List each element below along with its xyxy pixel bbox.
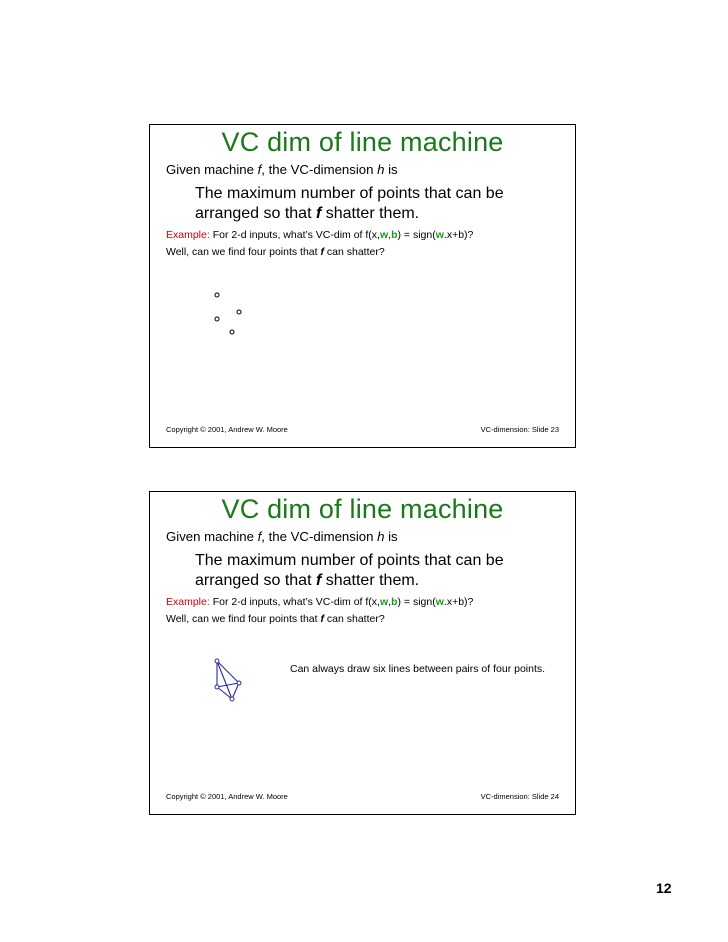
slide-title: VC dim of line machine: [221, 494, 504, 524]
point: [237, 310, 241, 314]
point: [230, 330, 234, 334]
question-line: Well, can we find four points that f can shatter?: [166, 613, 385, 625]
point: [215, 685, 219, 689]
question-line: Well, can we find four points that f can shatter?: [166, 246, 385, 258]
slide-title: VC dim of line machine: [221, 127, 504, 157]
footer-slide-number: VC-dimension: Slide 24: [480, 792, 559, 801]
definition: The maximum number of points that can be arranged so that f shatter them.: [195, 185, 504, 222]
given-line: Given machine f, the VC-dimension h is: [166, 529, 398, 544]
point: [215, 317, 219, 321]
point: [230, 697, 234, 701]
footer-copyright: Copyright © 2001, Andrew W. Moore: [166, 425, 288, 434]
example-line: Example: For 2-d inputs, what’s VC-dim of f(x,w,b) = sign(w.x+b)?: [166, 596, 474, 608]
pair-line: [217, 661, 239, 683]
definition: The maximum number of points that can be arranged so that f shatter them.: [195, 552, 504, 589]
footer-copyright: Copyright © 2001, Andrew W. Moore: [166, 792, 288, 801]
slide-23: [149, 124, 576, 448]
pair-line: [232, 683, 239, 699]
page-number: 12: [656, 880, 672, 896]
six-lines-note: Can always draw six lines between pairs of four points.: [290, 663, 546, 675]
point: [215, 659, 219, 663]
six-lines-figure: [150, 492, 577, 816]
four-points-figure: [150, 125, 577, 449]
example-line: Example: For 2-d inputs, what’s VC-dim of f(x,w,b) = sign(w.x+b)?: [166, 229, 474, 241]
given-line: Given machine f, the VC-dimension h is: [166, 162, 398, 177]
point: [237, 681, 241, 685]
footer-slide-number: VC-dimension: Slide 23: [480, 425, 559, 434]
slide-24: [149, 491, 576, 815]
pair-line: [217, 683, 239, 687]
point: [215, 293, 219, 297]
